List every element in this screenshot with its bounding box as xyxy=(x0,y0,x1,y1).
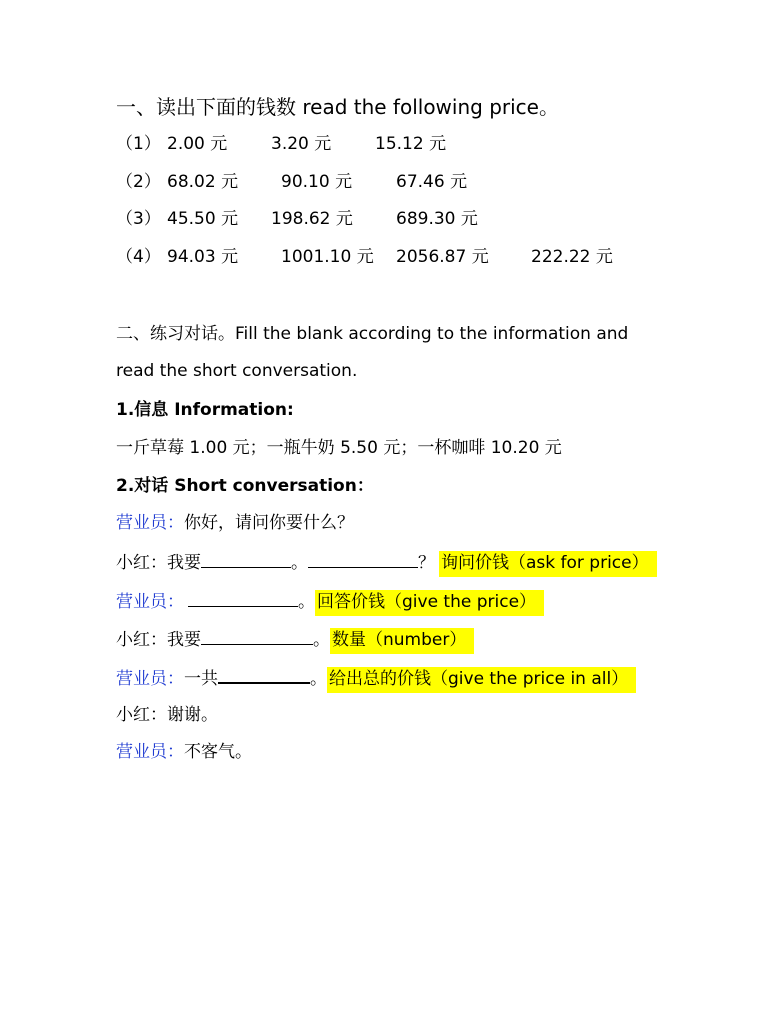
speaker-xiaohong: 小红： xyxy=(116,705,167,725)
section2-title-line2: read the short conversation. xyxy=(116,361,358,381)
price-value: 15.12 元 xyxy=(375,134,447,154)
dialog-text: 一共 xyxy=(184,669,218,689)
answer-blank[interactable] xyxy=(308,549,418,568)
dialog-line-6 xyxy=(116,703,218,727)
row-label: （1） xyxy=(116,134,161,154)
row-label: （2） xyxy=(116,172,161,192)
price-value: 68.02 元 xyxy=(167,172,239,192)
speaker-clerk: 营业员： xyxy=(116,669,184,689)
price-row-4 xyxy=(0,245,768,269)
section1-title: 一、读出下面的钱数 read the following price。 xyxy=(116,95,559,119)
dialog-text: 谢谢。 xyxy=(167,705,218,725)
speaker-xiaohong: 小红：我要 xyxy=(116,630,201,650)
dialog-text: 不客气。 xyxy=(184,742,252,762)
answer-blank[interactable] xyxy=(218,664,310,684)
info-heading: 1.信息 Information: xyxy=(116,400,294,420)
dialog-line-7 xyxy=(116,740,252,764)
price-value: 2056.87 元 xyxy=(396,247,489,267)
answer-blank[interactable] xyxy=(201,549,291,568)
dialog-line-5 xyxy=(116,664,636,691)
dialog-punct: 。 xyxy=(310,669,327,689)
dialog-punct: 。 xyxy=(313,630,330,650)
speaker-clerk: 营业员： xyxy=(116,513,184,533)
price-value: 90.10 元 xyxy=(281,172,353,192)
dialog-line-4 xyxy=(116,626,474,652)
dialog-line-3 xyxy=(116,588,544,614)
row-label: （3） xyxy=(116,209,161,229)
answer-blank[interactable] xyxy=(188,588,298,607)
price-value: 67.46 元 xyxy=(396,172,468,192)
dialog-heading: 2.对话 Short conversation： xyxy=(116,476,374,496)
price-value: 2.00 元 xyxy=(167,134,228,154)
price-value: 689.30 元 xyxy=(396,209,478,229)
price-value: 94.03 元 xyxy=(167,247,239,267)
dialog-punct: 。 xyxy=(291,553,308,573)
hint-highlight: 给出总的价钱（give the price in all） xyxy=(327,667,636,693)
dialog-text: 你好，请问你要什么？ xyxy=(184,513,354,533)
dialog-line-1 xyxy=(116,511,354,535)
price-value: 1001.10 元 xyxy=(281,247,374,267)
speaker-clerk: 营业员： xyxy=(116,592,184,612)
speaker-clerk: 营业员： xyxy=(116,742,184,762)
price-value: 45.50 元 xyxy=(167,209,239,229)
hint-highlight: 询问价钱（ask for price） xyxy=(439,551,657,577)
answer-blank[interactable] xyxy=(201,626,313,645)
dialog-punct: 。 xyxy=(298,592,315,612)
price-row-2 xyxy=(0,170,768,194)
speaker-xiaohong: 小红：我要 xyxy=(116,553,201,573)
price-value: 222.22 元 xyxy=(531,247,613,267)
price-value: 3.20 元 xyxy=(271,134,332,154)
dialog-line-2 xyxy=(116,549,657,575)
hint-highlight: 回答价钱（give the price） xyxy=(315,590,544,616)
hint-highlight: 数量（number） xyxy=(330,628,474,654)
price-value: 198.62 元 xyxy=(271,209,353,229)
section2-title-line1: 二、练习对话。Fill the blank according to the information and xyxy=(116,324,629,344)
dialog-punct: ？ xyxy=(418,553,435,573)
info-text: 一斤草莓 1.00 元；一瓶牛奶 5.50 元；一杯咖啡 10.20 元 xyxy=(116,438,562,458)
row-label: （4） xyxy=(116,247,161,267)
price-row-3 xyxy=(0,207,768,231)
price-row-1 xyxy=(0,132,768,156)
